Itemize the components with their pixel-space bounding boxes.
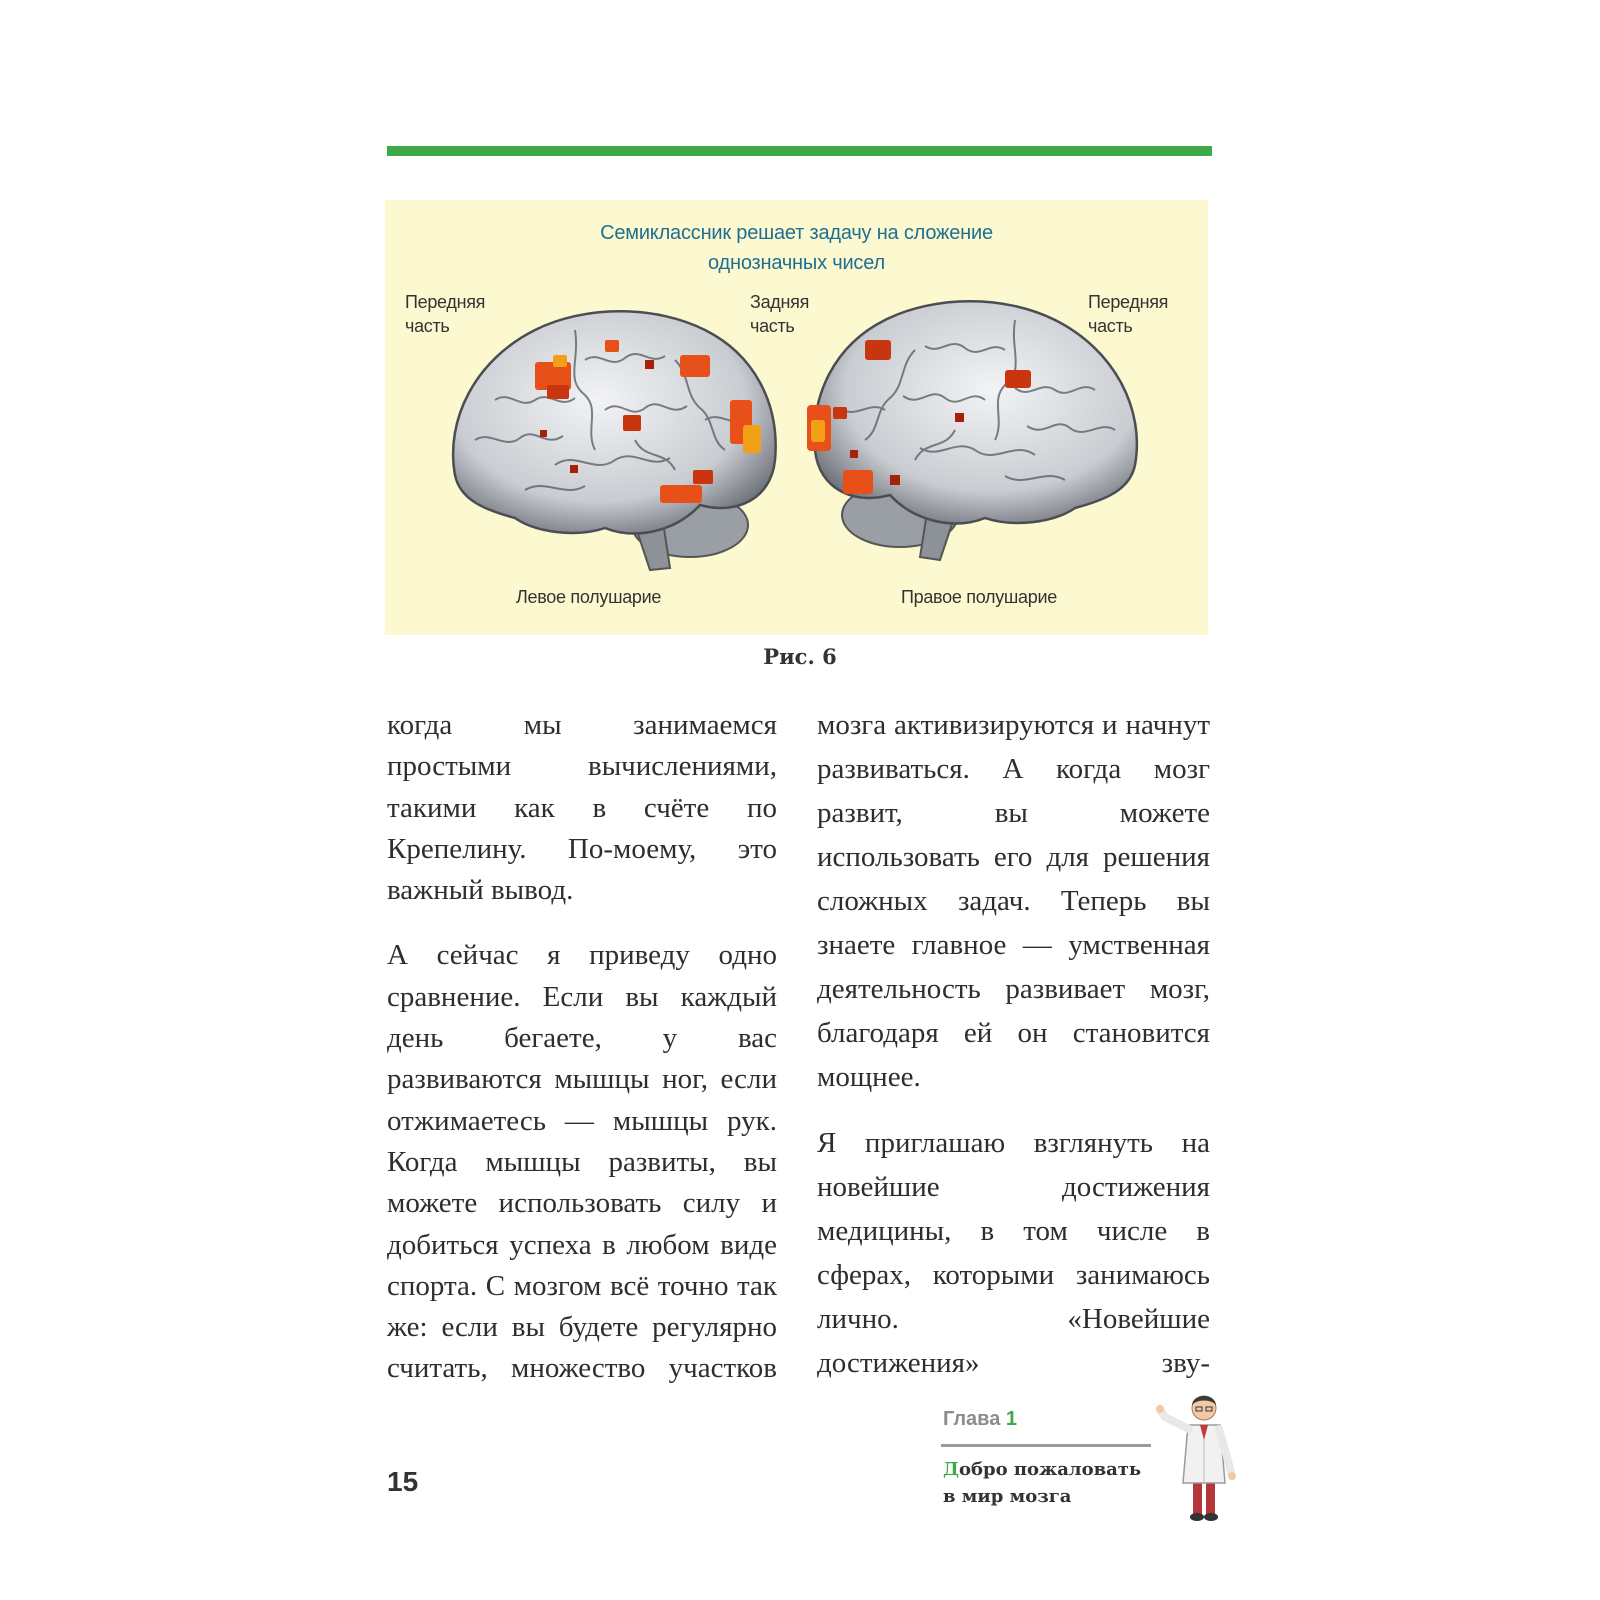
text-column-left xyxy=(387,705,777,1390)
paragraph: мозга активизируются и начнут развиваться. А когда мозг развит, вы можете использовать его для решения сложных задач. Теперь вы знаете главное — умственная деятельность развивает мозг, благодаря ей он становится мощнее. xyxy=(817,709,1210,1093)
label-back: Задняя часть xyxy=(750,292,810,336)
left-hemisphere-brain-image xyxy=(435,300,785,590)
figure-brain-scan xyxy=(385,200,1208,635)
chapter-label: Глава 1 xyxy=(943,1408,1018,1430)
label-left-hemisphere: Левое полушарие xyxy=(516,587,662,607)
label-front-right: Передняя часть xyxy=(1088,292,1169,336)
top-green-rule xyxy=(387,146,1212,156)
paragraph: А сейчас я приведу одно сравнение. Если вы каждый день бегаете, у вас развиваются мышцы ног, если отжимаетесь — мышцы рук. Когда мышцы развиты, вы можете использовать силу и добиться успеха в любом виде спорта. С мозгом всё точно так же: если вы будете регулярно считать, множество участков xyxy=(387,939,777,1385)
chapter-title: Добро пожаловать в мир мозга xyxy=(943,1459,1142,1507)
paragraph: Я приглашаю взглянуть на новейшие достижения медицины, в том числе в сферах, которыми занимаюсь лично. «Новейшие достижения» зву- xyxy=(817,1127,1210,1379)
page-number: 15 xyxy=(387,1466,419,1497)
figure-title: Семиклассник решает задачу на сложение однозначных чисел xyxy=(600,222,993,274)
label-right-hemisphere: Правое полушарие xyxy=(901,587,1057,607)
doctor-mascot-icon xyxy=(1153,1385,1253,1523)
label-front-left: Передняя часть xyxy=(405,292,486,336)
chapter-divider xyxy=(941,1444,1151,1447)
text-column-right xyxy=(817,703,1210,1385)
right-hemisphere-brain-image xyxy=(805,295,1155,585)
paragraph: когда мы занимаемся простыми вычислениями, такими как в счёте по Крепелину. По-моему, это важный вывод. xyxy=(387,709,777,907)
figure-caption: Рис. 6 xyxy=(763,644,837,669)
